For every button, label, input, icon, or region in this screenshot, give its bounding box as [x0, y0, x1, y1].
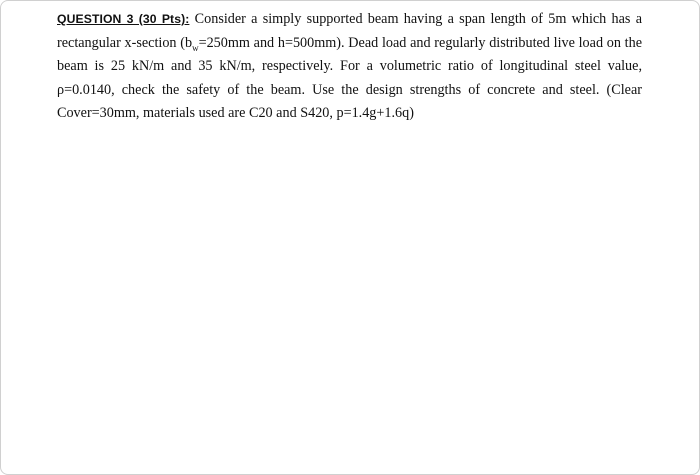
- question-3-text: [57, 8, 642, 126]
- question-text-1: Consider a simply supported beam having a span length of 5m which has a: [194, 11, 642, 27]
- question-line-1: [57, 8, 642, 32]
- question-line-4: ρ=0.0140, check the safety of the beam. Use the design strengths of concrete and steel. (Clear: [57, 81, 642, 98]
- question-text-2b: =250mm and h=500mm). Dead load and regularly distributed live load on the: [198, 34, 642, 51]
- question-text-2a: rectangular x-section (b: [57, 34, 193, 51]
- question-line-5: Cover=30mm, materials used are C20 and S420, p=1.4g+1.6q): [57, 105, 414, 121]
- question-line-2: [57, 32, 642, 56]
- question-heading: QUESTION 3 (30 Pts):: [57, 12, 190, 26]
- subscript-w: w: [192, 42, 199, 53]
- question-line-3: beam is 25 kN/m and 35 kN/m, respectively. For a volumetric ratio of longitudinal steel value,: [57, 58, 642, 74]
